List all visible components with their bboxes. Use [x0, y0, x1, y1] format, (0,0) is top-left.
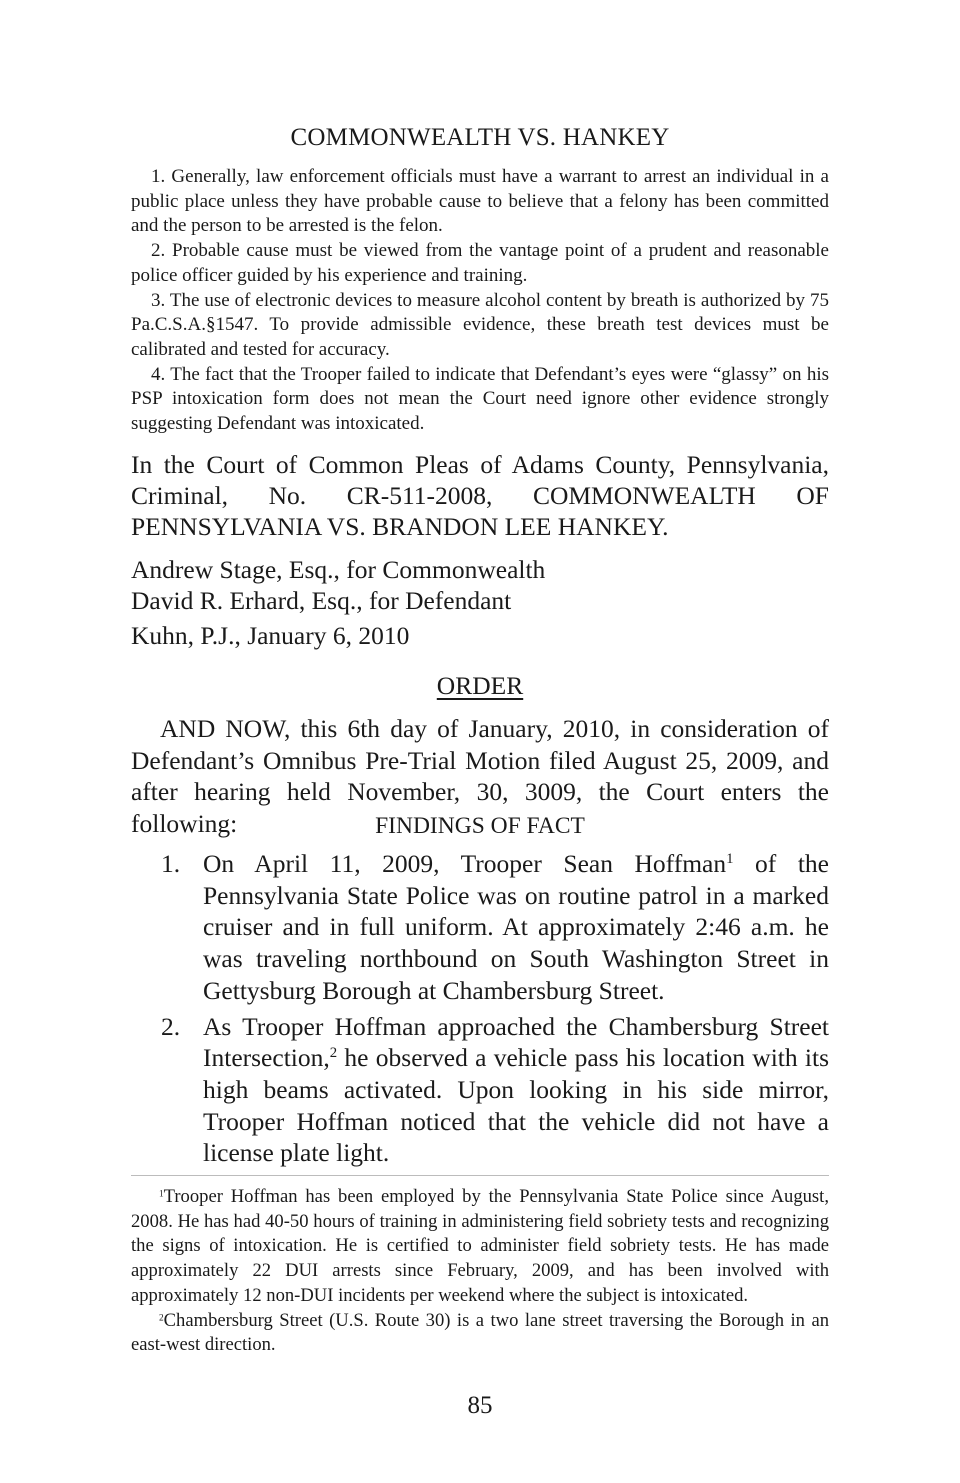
finding-item [131, 848, 829, 1007]
case-caption: In the Court of Common Pleas of Adams County, Pennsylvania, Criminal, No. CR-511-2008, COMMONWEALTH OF PENNSYLVANIA VS. BRANDON LEE HANKEY. [131, 450, 829, 541]
finding-text-end: of the Pennsylvania State Police was on routine patrol in a marked cruiser and in full uniform. At approximately 2:46 a.m. he was traveling northbound on South Washington Street in Gettysburg Borough at Chambersburg Street. [203, 849, 829, 1005]
finding-item [131, 1011, 829, 1170]
footnote-mark: 2 [159, 1312, 164, 1323]
findings-list [131, 848, 829, 1173]
finding-number: 1. [161, 849, 181, 878]
footnote-ref: 1 [726, 851, 734, 868]
order-intro: AND NOW, this 6th day of January, 2010, in consideration of Defendant’s Omnibus Pre-Trial Motion filed August 25, 2009, and after hearing held November, 30, 3009, the Court enters the following: [131, 714, 829, 838]
order-title: ORDER [436, 671, 524, 700]
headnote-4: 4. The fact that the Trooper failed to indicate that Defendant’s eyes were “glassy” on his PSP intoxication form does not mean the Court need ignore other evidence strongly suggesting Defendant was intoxicated. [131, 363, 829, 435]
headnotes [131, 165, 829, 437]
finding-text-start: As Trooper Hoffman approached the Chambersburg Street Intersection, [203, 1011, 829, 1073]
counsel-defendant: David R. Erhard, Esq., for Defendant [131, 586, 512, 615]
headnote-1: 1. Generally, law enforcement officials must have a warrant to arrest an individual in a public place unless they have probable cause to believe that a felony has been committed and the person to be arrested is the felon. [131, 166, 829, 237]
footnote-divider [131, 1175, 829, 1176]
page-number: 85 [467, 1392, 493, 1419]
finding-text-end: he observed a vehicle pass his location with its high beams activated. Upon looking in his side mirror, Trooper Hoffman noticed that the vehicle did not have a license plate light. [203, 1043, 829, 1168]
headnote-3: 3. The use of electronic devices to measure alcohol content by breath is authorized by 75 Pa.C.S.A.§1547. To provide admissible evidence, these breath test devices must be calibrated and tested for accuracy. [131, 289, 829, 360]
footnote-text: Trooper Hoffman has been employed by the Pennsylvania State Police since August, 2008. He has had 40-50 hours of training in administering field sobriety tests and recognizing the signs of intoxication. He is certified to administer field sobriety tests. He has made approximately 22 DUI arrests since February, 2009, and has been involved with approximately 12 non-DUI incidents per weekend where the subject is intoxicated. [131, 1186, 829, 1306]
findings-title: FINDINGS OF FACT [375, 813, 585, 839]
footnote-1 [131, 1185, 829, 1309]
finding-text-start: On April 11, 2009, Trooper Sean Hoffman [203, 849, 727, 878]
counsel-commonwealth: Andrew Stage, Esq., for Commonwealth [131, 555, 546, 584]
running-head: COMMONWEALTH VS. HANKEY [290, 124, 670, 151]
footnote-2 [131, 1309, 829, 1358]
footnote-mark: 1 [159, 1189, 164, 1200]
judge-line: Kuhn, P.J., January 6, 2010 [131, 621, 410, 650]
footnote-text: Chambersburg Street (U.S. Route 30) is a two lane street traversing the Borough in an east-west direction. [131, 1309, 829, 1356]
footnote-ref: 2 [329, 1045, 338, 1062]
headnote-2: 2. Probable cause must be viewed from the vantage point of a prudent and reasonable police officer guided by his experience and training. [131, 240, 829, 286]
footnotes [131, 1185, 829, 1358]
finding-number: 2. [161, 1011, 181, 1041]
counsel-list [131, 554, 545, 616]
